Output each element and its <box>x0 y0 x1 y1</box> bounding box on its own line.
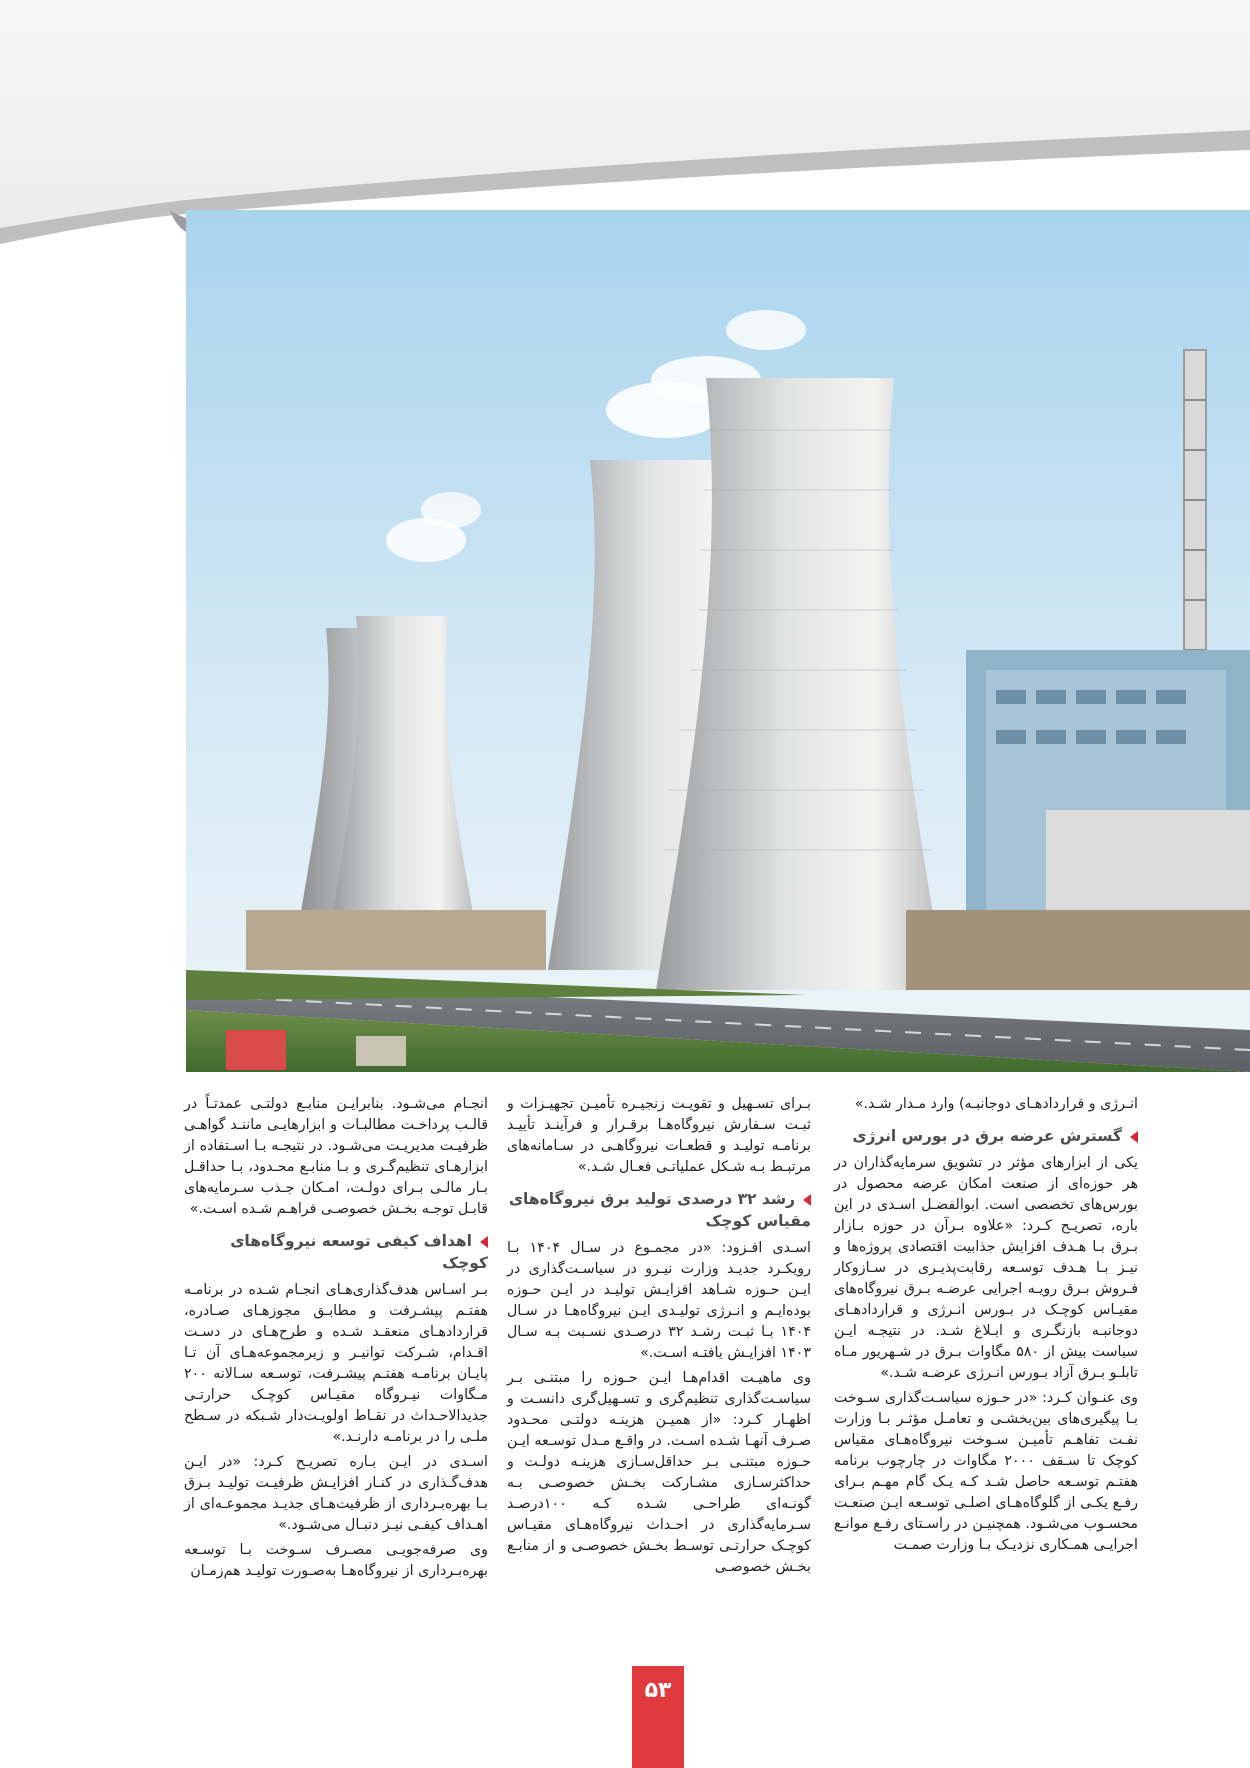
paragraph: وی ماهیـت اقدام‌هـا ایـن حـوزه را مبتنـی بـر سیاسـت‌گذاری تنظیم‌گری و تسـهیل‌گری دانسـت و اظهـار کـرد: «از همیـن هزینـه دولتـی محـدود صـرف آنهـا شـده اسـت. در واقـع مـدل توسـعه ایـن حـوزه مبتنـی بـر حداقل‌سـازی هزینـه دولـت و حداکثرسـازی مشـارکت بخـش خصوصـی بـه گونـه‌ای طراحـی شـده کـه ۱۰۰درصـد سـرمایه‌گذاری در احـداث نیروگاه‌هـای مقیـاس کوچـک حرارتـی توسـط بخـش خصوصـی و از منابـع بخـش خصوصـی <box>507 1370 811 1575</box>
paragraph: وی صرفه‌جویـی مصـرف سـوخت بـا توسـعه بهره‌بـرداری از نیروگاه‌هـا به‌صـورت تولیـد هم‌زمـان <box>184 1542 488 1579</box>
section-heading <box>507 1188 811 1232</box>
paragraph: انجـام می‌شـود. بنابرایـن منابـع دولتـی عمدتـاً در قالـب پرداخـت مطالبـات و ابزارهایـی ماننـد گواهـی ظرفیـت مدیریـت می‌شـود. در نتیجـه بـا اسـتفاده از ابزارهـای تنظیم‌گـری و بـا منابـع محـدود، بـا حداقـل بـار مالـی بـرای دولـت، امـکان جـذب سـرمایه‌های قابـل توجـه بخـش خصوصـی فراهـم شـده اسـت.» <box>184 1096 488 1217</box>
paragraph: وی عنـوان کـرد: «در حـوزه سیاسـت‌گذاری سـوخت بـا پیگیری‌های بین‌بخشـی و تعامـل مؤثـر بـا وزارت نفـت تفاهـم تأمیـن سـوخت نیروگاه‌هـای مقیاس کوچک تا سـقف ۲۰۰۰ مگاوات در چارچوب برنامه هفتـم توسـعه حاصل شـد کـه یـک گام مهـم بـرای رفـع یکـی از گلوگاه‌هـای اصلـی توسـعه ایـن صنعـت محسـوب می‌شـود. همچنیـن در راسـتای رفـع موانـع اجرایـی همـکاری نزدیـک بـا وزارت صمـت <box>834 1390 1138 1553</box>
paragraph: بـرای تسـهیل و تقویـت زنجیـره تأمیـن تجهیـزات و ثبـت سـفارش نیروگاه‌هـا برقـرار و فرآینـد تأییـد برنامـه تولیـد و قطعـات نیروگاهـی در سـامانه‌های مرتبـط بـه شـکل عملیاتـی فعـال شـد.» <box>507 1096 811 1175</box>
section-heading <box>834 1125 1138 1147</box>
power-plant-photo <box>186 210 1250 1072</box>
section-heading-text: رشد ۳۲ درصدی تولید برق نیروگاه‌های مقیاس کوچک <box>508 1190 811 1230</box>
paragraph: اسـدی افـزود: «در مجمـوع در سـال ۱۴۰۴ بـا رویکـرد جدیـد وزارت نیـرو در سیاسـت‌گذاری در ایـن حـوزه شـاهد افزایـش تولیـد در ایـن حـوزه بوده‌ایـم و انـرژی تولیـدی ایـن نیروگاه‌هـا در سـال ۱۴۰۴ بـا ثبـت رشـد ۳۲ درصـدی نسـبت بـه سـال ۱۴۰۳ افزایـش یافتـه اسـت.» <box>507 1240 811 1361</box>
section-heading-text: گسترش عرضه برق در بورس انرژی <box>852 1127 1122 1145</box>
text-column-right <box>834 1094 1138 1560</box>
paragraph: انـرژی و قراردادهـای دوجانبـه) وارد مـدار شـد.» <box>854 1096 1138 1112</box>
text-column-middle <box>507 1094 811 1582</box>
section-heading <box>184 1230 488 1274</box>
page-number: ۵۳ <box>644 1678 672 1703</box>
red-triangle-bullet-icon <box>803 1194 811 1206</box>
paragraph: یکی از ابزارهای مؤثر در تشویق سرمایه‌گذاران در هر حوزه‌ای از صنعت امکان عرضه محصول در بورس‌های تخصصی است. ابوالفضـل اسـدی در این باره، تصریـح کـرد: «علاوه بـرآن در حوزه بـازار بـرق بـا هـدف افزایش جذابیت اقتصادی پروژه‌ها و نیـز بـا هـدف توسـعه رقابت‌پذیـری در سـازوکار فـروش بـرق رویـه اجرایی عرضـه بـرق نیروگاه‌های مقیـاس کوچـک در بـورس انـرژی و قراردادهـای دوجانبـه بازنگـری و ابـلاغ شـد. در نتیجـه ایـن سیاست بیش از ۵۸۰ مگاوات بـرق در شـهریور مـاه تابلـو بـرق آزاد بـورس انـرژی عرضـه شـد.» <box>834 1155 1138 1381</box>
paragraph: بـر اسـاس هدف‌گذاری‌هـای انجـام شـده در برنامـه هفتـم پیشـرفت و مطابـق مجوزهـای صـادره، قراردادهـای منعقـد شـده و طرح‌هـای در دسـت اقـدام، شـرکت توانیـر و زیرمجموعه‌هـای آن تـا پایـان برنامـه هفتـم پیشـرفت، توسـعه سـالانه ۲۰۰ مـگاوات نیـروگاه مقیـاس کوچـک حرارتـی جدیدالاحـداث در نقـاط اولویـت‌دار شـبکه در سـطح ملـی را در برنامـه دارنـد.» <box>184 1282 488 1445</box>
section-heading-text: اهداف کیفی توسعه نیروگاه‌های کوچک <box>230 1232 488 1272</box>
page-number-tab <box>632 1666 684 1768</box>
red-triangle-bullet-icon <box>480 1236 488 1248</box>
text-column-left <box>184 1094 488 1586</box>
paragraph: اسـدی در ایـن بـاره تصریـح کـرد: «در ایـن هدف‌گـذاری در کنـار افزایـش ظرفیـت تولیـد بـرق بـا بهره‌بـرداری از ظرفیت‌هـای جدیـد مجموعـه‌ای از اهـداف کیفـی نیـز دنبـال می‌شـود.» <box>184 1454 488 1533</box>
red-triangle-bullet-icon <box>1130 1131 1138 1143</box>
